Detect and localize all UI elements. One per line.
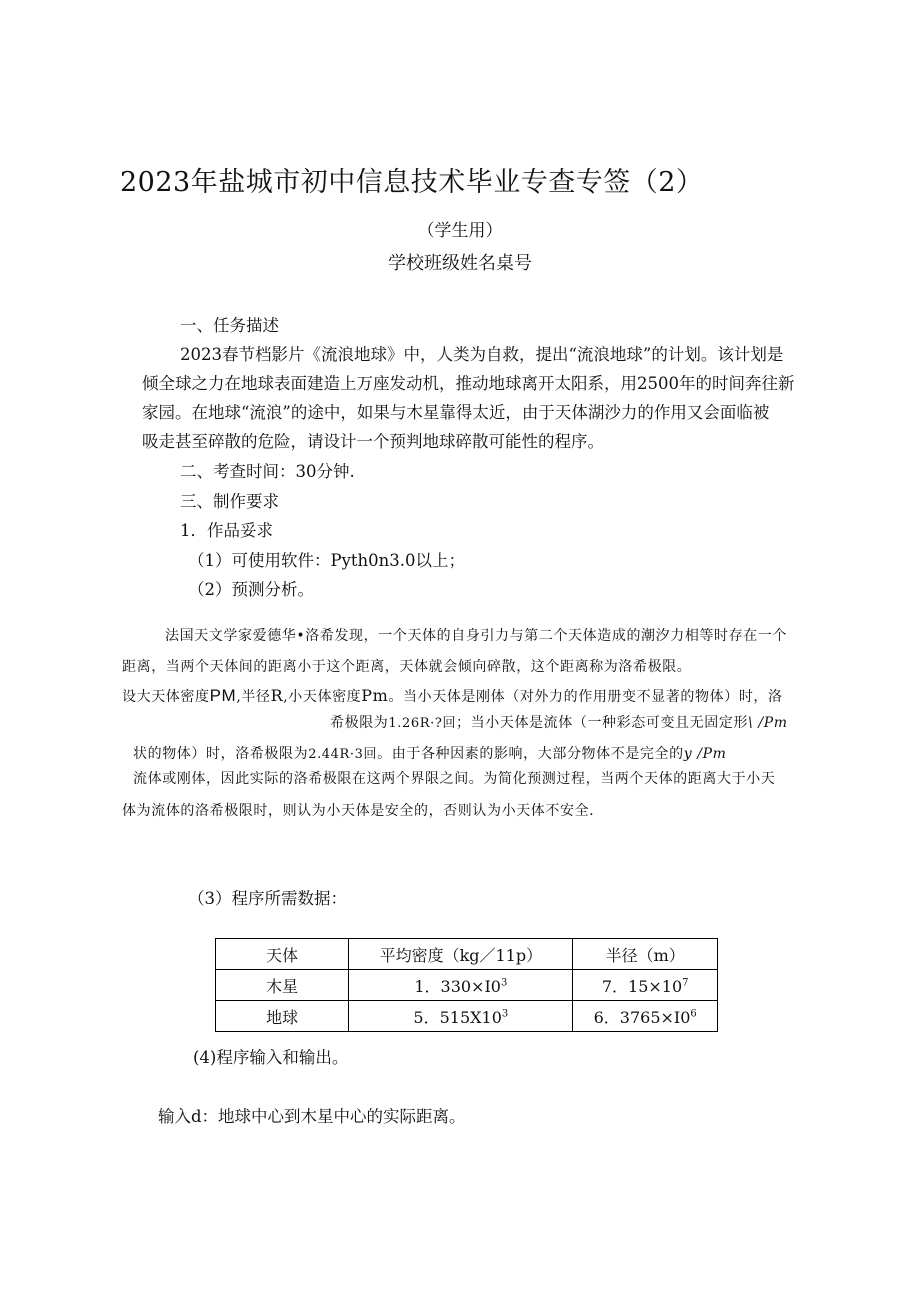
rigid-roche-formula: 1.26R·?回	[388, 716, 457, 731]
radius-symbol: R	[270, 686, 284, 705]
formula-fragment: y /Pm	[683, 746, 727, 762]
density-exponent: 3	[500, 977, 508, 989]
data-heading: （3）程序所需数据：	[188, 889, 347, 908]
table-header-cell: 平均密度（kg／11p）	[349, 939, 573, 970]
radius-cell	[573, 1001, 718, 1032]
radius-mantissa: 7．15×10	[601, 976, 683, 996]
analysis-line: 体为流体的洛希极限时，则认为小天体是安全的，否则认为小天体不安全．	[122, 803, 604, 819]
analysis-line: 距离，当两个天体间的距离小于这个距离，天体就会倾向碎散，这个距离称为洛希极限。	[122, 659, 692, 675]
task-line: 吸走甚至碎散的危险，请设计一个预判地球碎散可能性的程序。	[142, 432, 604, 451]
density-cell	[349, 970, 573, 1001]
task-line: 2023春节档影片《流浪地球》中，人类为自救，提出“流浪地球”的计划。该计划是	[180, 345, 784, 364]
density-mantissa: 5．515X10	[413, 1007, 502, 1027]
table-header-row	[216, 939, 718, 970]
analysis-text: 。当小天体是刚体（对外力的作用册变不显著的物体）时，洛	[388, 689, 783, 705]
analysis-text: 设大天体密度	[122, 689, 210, 705]
analysis-text: ；当小天体是流体（一种彩态可变且无固定形	[456, 715, 749, 731]
formula-fragment: \ /Pm	[748, 715, 788, 731]
table-row	[216, 970, 718, 1001]
student-info-line: 学校班级姓名桌号	[388, 253, 532, 274]
analysis-line	[330, 712, 788, 732]
audience-label: （学生用）	[417, 221, 503, 241]
table-header-cell: 天体	[216, 939, 349, 970]
requirement-item-analysis: （2）预测分析。	[188, 580, 314, 599]
analysis-line: 流体或刚体，因此实际的洛希极限在这两个界限之间。为简化预测过程，当两个天体的距离大于小天	[133, 771, 776, 787]
table-row	[216, 1001, 718, 1032]
analysis-text: 状的物体）时，洛希极限为	[133, 746, 309, 762]
section-task-heading: 一、任务描述	[180, 316, 279, 335]
io-heading: (4)程序输入和输出。	[193, 1048, 349, 1067]
requirement-item-software: （1）可使用软件：Pyth0n3.0以上；	[188, 551, 466, 570]
density-symbol-small: Pm	[361, 686, 389, 705]
radius-cell	[573, 970, 718, 1001]
analysis-line	[133, 743, 727, 763]
radius-mantissa: 6．3765×I0	[593, 1007, 691, 1027]
analysis-text: ,小天体密度	[283, 689, 362, 705]
density-symbol-large: PM	[209, 686, 237, 705]
input-description: 输入d：地球中心到木星中心的实际距离。	[158, 1107, 466, 1126]
page-title: 2023年盐城市初中信息技术毕业专查专签（2）	[120, 167, 704, 198]
section-requirements-heading: 三、制作要求	[180, 492, 279, 511]
radius-exponent: 7	[682, 977, 689, 989]
table-header-cell: 半径（m）	[573, 939, 718, 970]
requirements-subheading: 1．作品妥求	[180, 521, 273, 540]
body-name-cell: 木星	[216, 970, 349, 1001]
analysis-line	[122, 686, 783, 706]
task-line: 倾全球之力在地球表面建造上万座发动机，推动地球离开太阳系，用2500年的时间奔往新	[142, 374, 795, 393]
analysis-text: ,半径	[236, 689, 271, 705]
section-time-heading: 二、考查时间：30分钟.	[180, 462, 355, 481]
density-cell	[349, 1001, 573, 1032]
fluid-roche-formula: 2.44R·3回	[308, 747, 378, 762]
density-exponent: 3	[501, 1008, 509, 1020]
radius-exponent: 6	[690, 1008, 697, 1020]
body-name-cell: 地球	[216, 1001, 349, 1032]
task-line: 家园。在地球“流浪”的途中，如果与木星靠得太近，由于天体湖沙力的作用又会面临被	[142, 403, 770, 422]
analysis-text: 。由于各种因素的影响，大部分物体不是完全的	[377, 746, 684, 762]
density-mantissa: 1．330×I0	[414, 976, 501, 996]
analysis-text: 希极限为	[330, 715, 389, 731]
analysis-line: 法国天文学家爱德华•洛希发现，一个天体的自身引力与第二个天体造成的潮汐力相等时存在一个	[165, 628, 788, 644]
celestial-data-table	[215, 938, 718, 1032]
